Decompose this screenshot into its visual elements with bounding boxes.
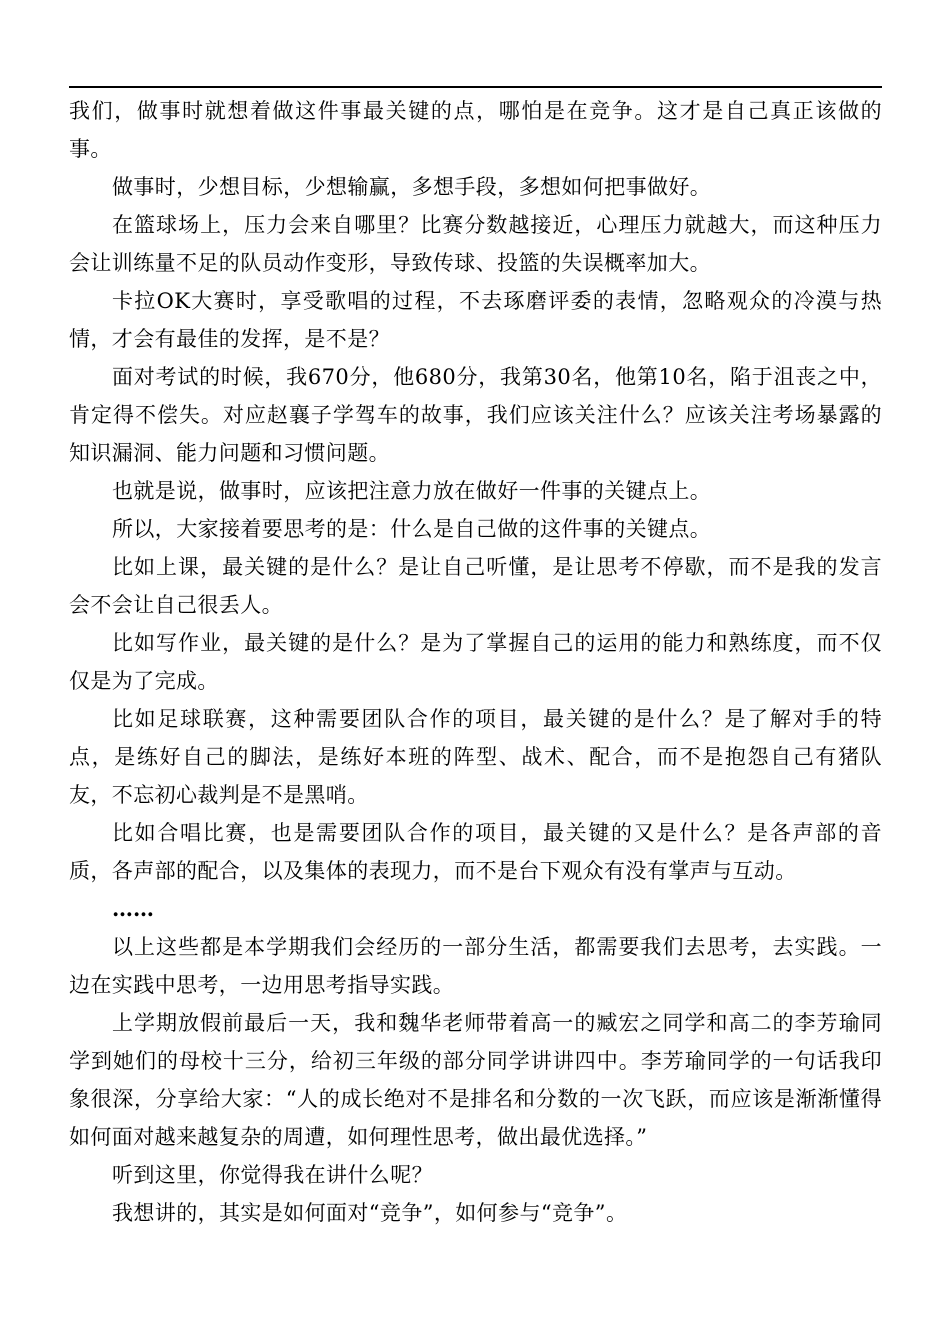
paragraph: 做事时，少想目标，少想输赢，多想手段，多想如何把事做好。 bbox=[112, 175, 712, 199]
paragraph: 我们，做事时就想着做这件事最关键的点，哪怕是在竞争。这才是自己真正该做的事。 bbox=[69, 99, 882, 161]
body-text bbox=[69, 92, 882, 1232]
paragraph: 也就是说，做事时，应该把注意力放在做好一件事的关键点上。 bbox=[112, 479, 712, 503]
paragraph: 在篮球场上，压力会来自哪里？比赛分数越接近，心理压力就越大，而这种压力会让训练量不足的队员动作变形，导致传球、投篮的失误概率加大。 bbox=[69, 213, 882, 275]
header-rule bbox=[69, 86, 882, 88]
paragraph: 比如合唱比赛，也是需要团队合作的项目，最关键的又是什么？是各声部的音质，各声部的配合，以及集体的表现力，而不是台下观众有没有掌声与互动。 bbox=[69, 821, 882, 883]
ellipsis-paragraph: …… bbox=[112, 896, 154, 921]
paragraph: 所以，大家接着要思考的是：什么是自己做的这件事的关键点。 bbox=[112, 517, 712, 541]
paragraph: 以上这些都是本学期我们会经历的一部分生活，都需要我们去思考，去实践。一边在实践中思考，一边用思考指导实践。 bbox=[69, 935, 882, 997]
paragraph: 比如写作业，最关键的是什么？是为了掌握自己的运用的能力和熟练度，而不仅仅是为了完成。 bbox=[69, 631, 882, 693]
paragraph: 上学期放假前最后一天，我和魏华老师带着高一的臧宏之同学和高二的李芳瑜同学到她们的母校十三分，给初三年级的部分同学讲讲四中。李芳瑜同学的一句话我印象很深，分享给大家：“人的成长绝对不是排名和分数的一次飞跃，而应该是渐渐懂得如何面对越来越复杂的周遭，如何理性思考，做出最优选择。” bbox=[69, 1011, 882, 1149]
paragraph: 比如上课，最关键的是什么？是让自己听懂，是让思考不停歇，而不是我的发言会不会让自己很丢人。 bbox=[69, 555, 882, 617]
paragraph: 听到这里，你觉得我在讲什么呢？ bbox=[112, 1163, 433, 1187]
paragraph: 卡拉OK大赛时，享受歌唱的过程，不去琢磨评委的表情，忽略观众的冷漠与热情，才会有最佳的发挥，是不是？ bbox=[69, 289, 882, 351]
paragraph: 面对考试的时候，我670分，他680分，我第30名，他第10名，陷于沮丧之中，肯定得不偿失。对应赵襄子学驾车的故事，我们应该关注什么？应该关注考场暴露的知识漏洞、能力问题和习惯问题。 bbox=[69, 365, 882, 465]
paragraph: 比如足球联赛，这种需要团队合作的项目，最关键的是什么？是了解对手的特点，是练好自己的脚法，是练好本班的阵型、战术、配合，而不是抱怨自己有猪队友，不忘初心裁判是不是黑哨。 bbox=[69, 707, 882, 807]
paragraph: 我想讲的，其实是如何面对“竞争”，如何参与“竞争”。 bbox=[112, 1201, 628, 1225]
